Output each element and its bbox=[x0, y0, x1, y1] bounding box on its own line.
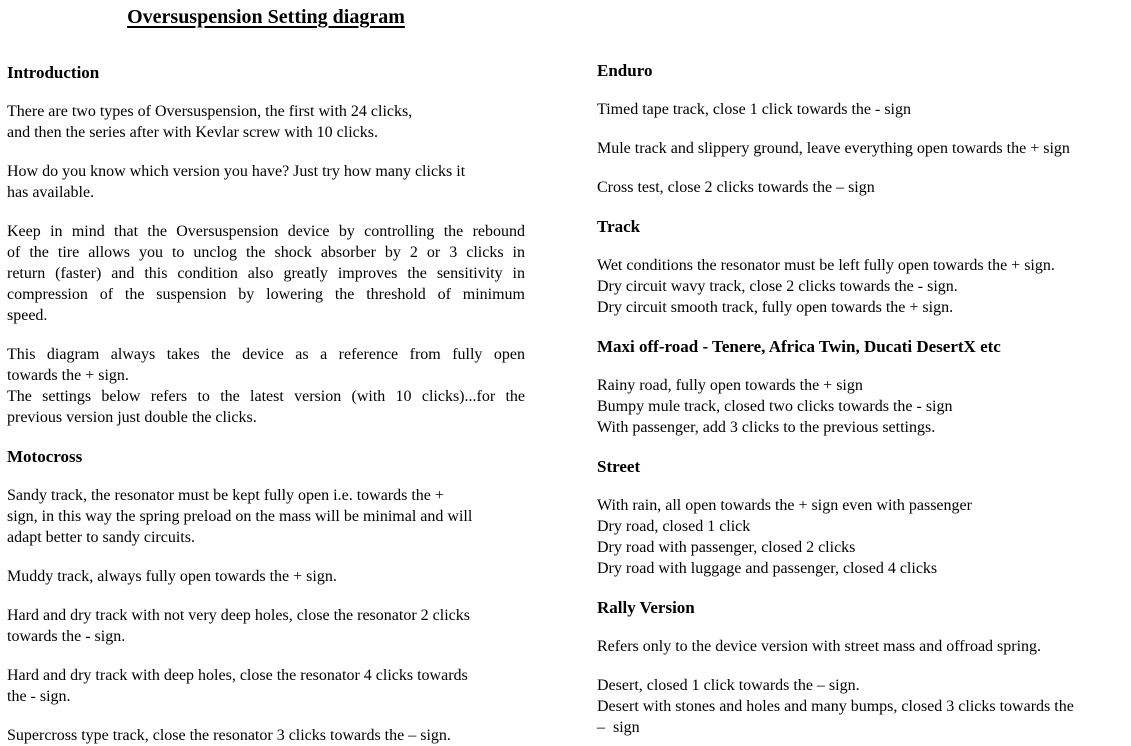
text-line: Hard and dry track with deep holes, close the resonator 4 clicks towards bbox=[7, 667, 468, 684]
paragraph bbox=[597, 138, 1123, 159]
text-line: Supercross type track, close the resonator 3 clicks towards the – sign. bbox=[7, 727, 451, 744]
paragraph bbox=[597, 375, 1123, 438]
text-line: Desert, closed 1 click towards the – sign. bbox=[597, 677, 860, 694]
text-line: – sign bbox=[597, 719, 640, 736]
section-heading-introduction: Introduction bbox=[7, 63, 100, 82]
text-line: speed. bbox=[7, 307, 48, 324]
paragraph bbox=[597, 675, 1123, 738]
text-line: Dry circuit wavy track, close 2 clicks towards the - sign. bbox=[597, 278, 958, 295]
paragraph bbox=[7, 101, 525, 143]
text-line: Wet conditions the resonator must be left fully open towards the + sign. bbox=[597, 257, 1055, 274]
section-heading-motocross: Motocross bbox=[7, 447, 83, 466]
text-line: the - sign. bbox=[7, 688, 71, 705]
paragraph bbox=[597, 495, 1123, 579]
text-line: Dry road, closed 1 click bbox=[597, 518, 751, 535]
text-line: The settings below refers to the latest version (with 10 clicks)...for the bbox=[7, 388, 525, 405]
text-line: Refers only to the device version with street mass and offroad spring. bbox=[597, 638, 1042, 655]
paragraph bbox=[7, 344, 525, 428]
text-line: Mule track and slippery ground, leave everything open towards the + sign bbox=[597, 140, 1070, 157]
paragraph bbox=[7, 566, 525, 587]
paragraph bbox=[7, 605, 525, 647]
text-line: Keep in mind that the Oversuspension device by controlling the rebound bbox=[7, 223, 525, 240]
text-line: With rain, all open towards the + sign even with passenger bbox=[597, 497, 972, 514]
text-line: Dry road with luggage and passenger, closed 4 clicks bbox=[597, 560, 938, 577]
text-line: adapt better to sandy circuits. bbox=[7, 529, 195, 546]
text-line: return (faster) and this condition also greatly improves the sensitivity in bbox=[7, 265, 525, 282]
text-line: of the tire allows you to unclog the shock absorber by 2 or 3 clicks in bbox=[7, 244, 525, 261]
text-line: Hard and dry track with not very deep holes, close the resonator 2 clicks bbox=[7, 607, 470, 624]
text-line: has available. bbox=[7, 184, 95, 201]
paragraph bbox=[7, 665, 525, 707]
section-heading-track: Track bbox=[597, 217, 641, 236]
text-line: towards the + sign. bbox=[7, 367, 129, 384]
text-line: With passenger, add 3 clicks to the previous settings. bbox=[597, 419, 936, 436]
right-column bbox=[597, 0, 1123, 746]
text-line: Cross test, close 2 clicks towards the – sign bbox=[597, 179, 875, 196]
paragraph bbox=[7, 221, 525, 326]
paragraph bbox=[597, 177, 1123, 198]
text-line: There are two types of Oversuspension, the first with 24 clicks, bbox=[7, 103, 413, 120]
text-line: This diagram always takes the device as a reference from fully open bbox=[7, 346, 525, 363]
paragraph bbox=[7, 161, 525, 203]
text-line: Dry circuit smooth track, fully open towards the + sign. bbox=[597, 299, 954, 316]
paragraph bbox=[597, 636, 1123, 657]
left-column bbox=[7, 0, 525, 746]
text-line: Bumpy mule track, closed two clicks towards the - sign bbox=[597, 398, 953, 415]
paragraph bbox=[597, 255, 1123, 318]
text-line: Timed tape track, close 1 click towards the - sign bbox=[597, 101, 911, 118]
section-heading-maxi-off-road: Maxi off-road - Tenere, Africa Twin, Ducati DesertX etc bbox=[597, 337, 1001, 356]
text-line: previous version just double the clicks. bbox=[7, 409, 257, 426]
section-heading-rally-version: Rally Version bbox=[597, 598, 695, 617]
document-title: Oversuspension Setting diagram bbox=[127, 6, 405, 28]
text-line: compression of the suspension by lowering the threshold of minimum bbox=[7, 286, 525, 303]
text-line: Rainy road, fully open towards the + sign bbox=[597, 377, 863, 394]
text-line: Sandy track, the resonator must be kept fully open i.e. towards the + bbox=[7, 487, 444, 504]
text-line: Desert with stones and holes and many bumps, closed 3 clicks towards the bbox=[597, 698, 1074, 715]
paragraph bbox=[597, 99, 1123, 120]
text-line: How do you know which version you have? Just try how many clicks it bbox=[7, 163, 466, 180]
section-heading-enduro: Enduro bbox=[597, 61, 653, 80]
text-line: towards the - sign. bbox=[7, 628, 126, 645]
text-line: sign, in this way the spring preload on the mass will be minimal and will bbox=[7, 508, 473, 525]
section-heading-street: Street bbox=[597, 457, 641, 476]
text-line: Muddy track, always fully open towards the + sign. bbox=[7, 568, 337, 585]
text-line: and then the series after with Kevlar screw with 10 clicks. bbox=[7, 124, 378, 141]
paragraph bbox=[7, 485, 525, 548]
text-line: Dry road with passenger, closed 2 clicks bbox=[597, 539, 856, 556]
